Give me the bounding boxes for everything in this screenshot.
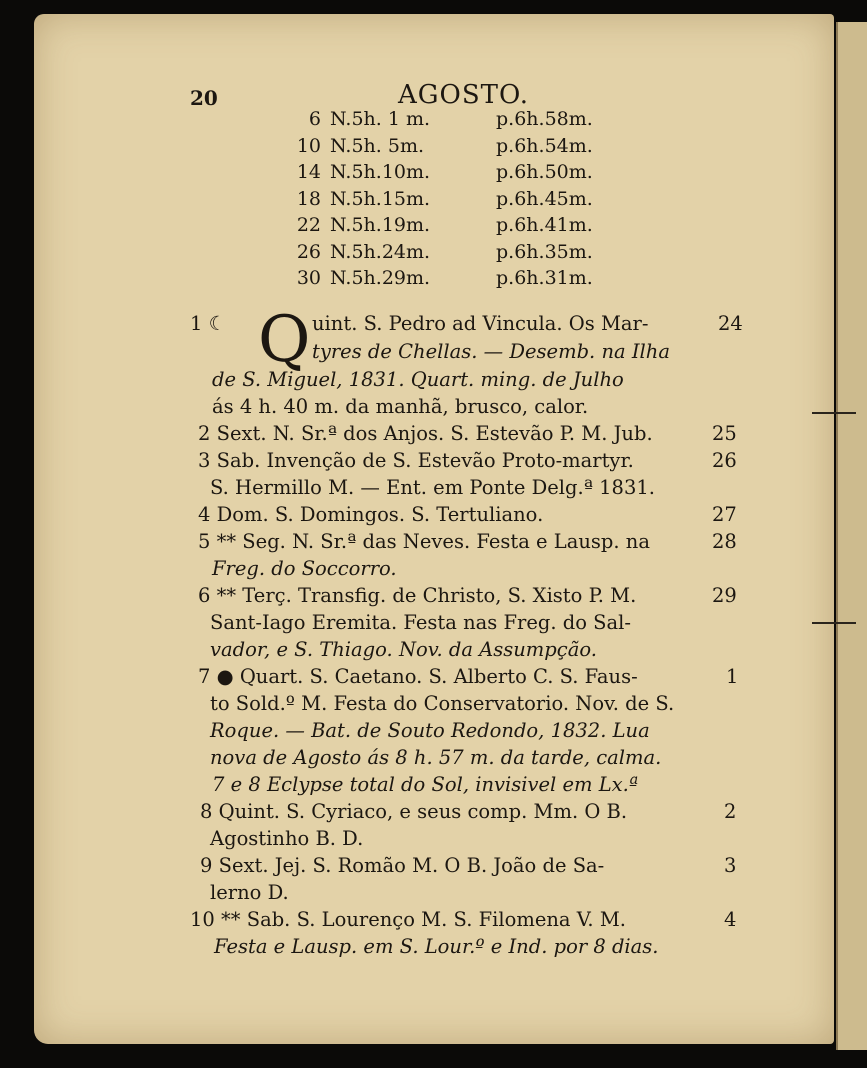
entry-text: ás 4 h. 40 m. da manhã, brusco, calor. [212,395,589,418]
time-day: 26 [296,240,321,263]
entry-line [0,611,867,637]
entry-day-count: 2 [724,800,737,823]
time-row [0,241,867,268]
entry-text: Festa e Lausp. em S. Lour.º e Ind. por 8 dias. [214,935,659,958]
time-set: p.6h.41m. [496,214,593,236]
time-rise: N.5h.10m. [330,161,431,183]
entry-text: Sant-Iago Eremita. Festa nas Freg. do Sal- [210,611,631,634]
entry-line [0,312,867,338]
entry-line [0,665,867,691]
time-day: 22 [296,214,321,236]
entry-text: Roque. — Bat. de Souto Redondo, 1832. Lua [210,719,650,742]
entry-line [0,395,867,421]
entry-line [0,449,867,475]
entry-day-count: 28 [712,530,737,553]
time-set: p.6h.45m. [496,187,593,210]
time-rise: N.5h.19m. [330,214,431,236]
time-row [0,135,867,162]
entry-line [0,800,867,826]
time-rise: N.5h.29m. [330,267,431,289]
time-set: p.6h.50m. [496,161,593,183]
entry-line [0,368,867,394]
time-set: p.6h.54m. [496,134,593,157]
entry-text: de S. Miguel, 1831. Quart. ming. de Julho [212,368,624,391]
entry-text: 10 ** Sab. S. Lourenço M. S. Filomena V. M. [190,908,626,931]
time-row [0,188,867,215]
entry-day-count: 4 [724,908,737,931]
time-rise: N.5h.24m. [330,240,431,263]
entry-line [0,530,867,556]
entry-line [0,746,867,772]
time-row [0,161,867,188]
time-rise: N.5h. 1 m. [330,108,431,130]
entry-line [0,340,867,366]
entry-text: 7 ● Quart. S. Caetano. S. Alberto C. S. Faus- [198,665,638,688]
entry-text: nova de Agosto ás 8 h. 57 m. da tarde, calma. [210,746,662,769]
entry-text: S. Hermillo M. — Ent. em Ponte Delg.ª 1831. [210,476,655,499]
entry-text: uint. S. Pedro ad Vincula. Os Mar- [312,312,649,335]
entry-text: 7 e 8 Eclypse total do Sol, invisivel em Lx.ª [212,773,639,796]
entry-text: 5 ** Seg. N. Sr.ª das Neves. Festa e Lausp. na [198,530,650,553]
entry-text: Freg. do Soccorro. [212,557,397,580]
time-day: 10 [296,134,321,157]
entry-text: to Sold.º M. Festa do Conservatorio. Nov. de S. [210,692,675,715]
entry-text: tyres de Chellas. — Desemb. na Ilha [312,340,670,363]
entry-line [0,476,867,502]
time-rise: N.5h.15m. [330,187,431,210]
entry-text: vador, e S. Thiago. Nov. da Assumpção. [210,638,597,661]
entry-day-count: 24 [718,312,743,335]
entry-day-count: 26 [712,449,737,472]
time-row [0,214,867,241]
sunrise-sunset-table [0,108,867,294]
entry-day-count: 29 [712,584,737,607]
entry-line [0,854,867,880]
time-day: 18 [296,187,321,210]
drop-cap: Q [258,303,311,377]
entry-text: lerno D. [210,881,289,904]
entry-day-count: 27 [712,503,737,526]
entry-line [0,881,867,907]
page-number: 20 [190,86,218,110]
time-day: 14 [296,161,321,183]
entry-line [0,638,867,664]
entry-text: 6 ** Terç. Transfig. de Christo, S. Xisto P. M. [198,584,637,607]
entry-line [0,935,867,961]
time-set: p.6h.31m. [496,267,593,289]
entry-day-count: 3 [724,854,737,877]
margin-mark [812,412,856,414]
entry-line [0,557,867,583]
time-set: p.6h.58m. [496,108,593,130]
entry-text: 9 Sext. Jej. S. Romão M. O B. João de Sa- [200,854,605,877]
entry-line [0,719,867,745]
time-row [0,267,867,294]
entry-text: 4 Dom. S. Domingos. S. Tertuliano. [198,503,544,526]
time-row [0,108,867,135]
entry-text: 2 Sext. N. Sr.ª dos Anjos. S. Estevão P. M. Jub. [198,422,653,445]
time-day: 6 [308,108,321,130]
entry-day-count: 25 [712,422,737,445]
entry-line [0,908,867,934]
entry-line [0,503,867,529]
entry-line [0,584,867,610]
margin-mark [812,622,856,624]
entry-text: Agostinho B. D. [210,827,364,850]
entry-day-count: 1 [726,665,739,688]
entry-line [0,773,867,799]
entry-line [0,827,867,853]
time-set: p.6h.35m. [496,240,593,263]
entry-text: 1 ☾ [190,312,227,335]
month-title: AGOSTO. [398,80,530,110]
entry-text: 8 Quint. S. Cyriaco, e seus comp. Mm. O B. [200,800,628,823]
entry-line [0,422,867,448]
time-day: 30 [296,267,321,289]
entry-line [0,692,867,718]
time-rise: N.5h. 5m. [330,134,424,157]
entry-text: 3 Sab. Invenção de S. Estevão Proto-martyr. [198,449,634,472]
